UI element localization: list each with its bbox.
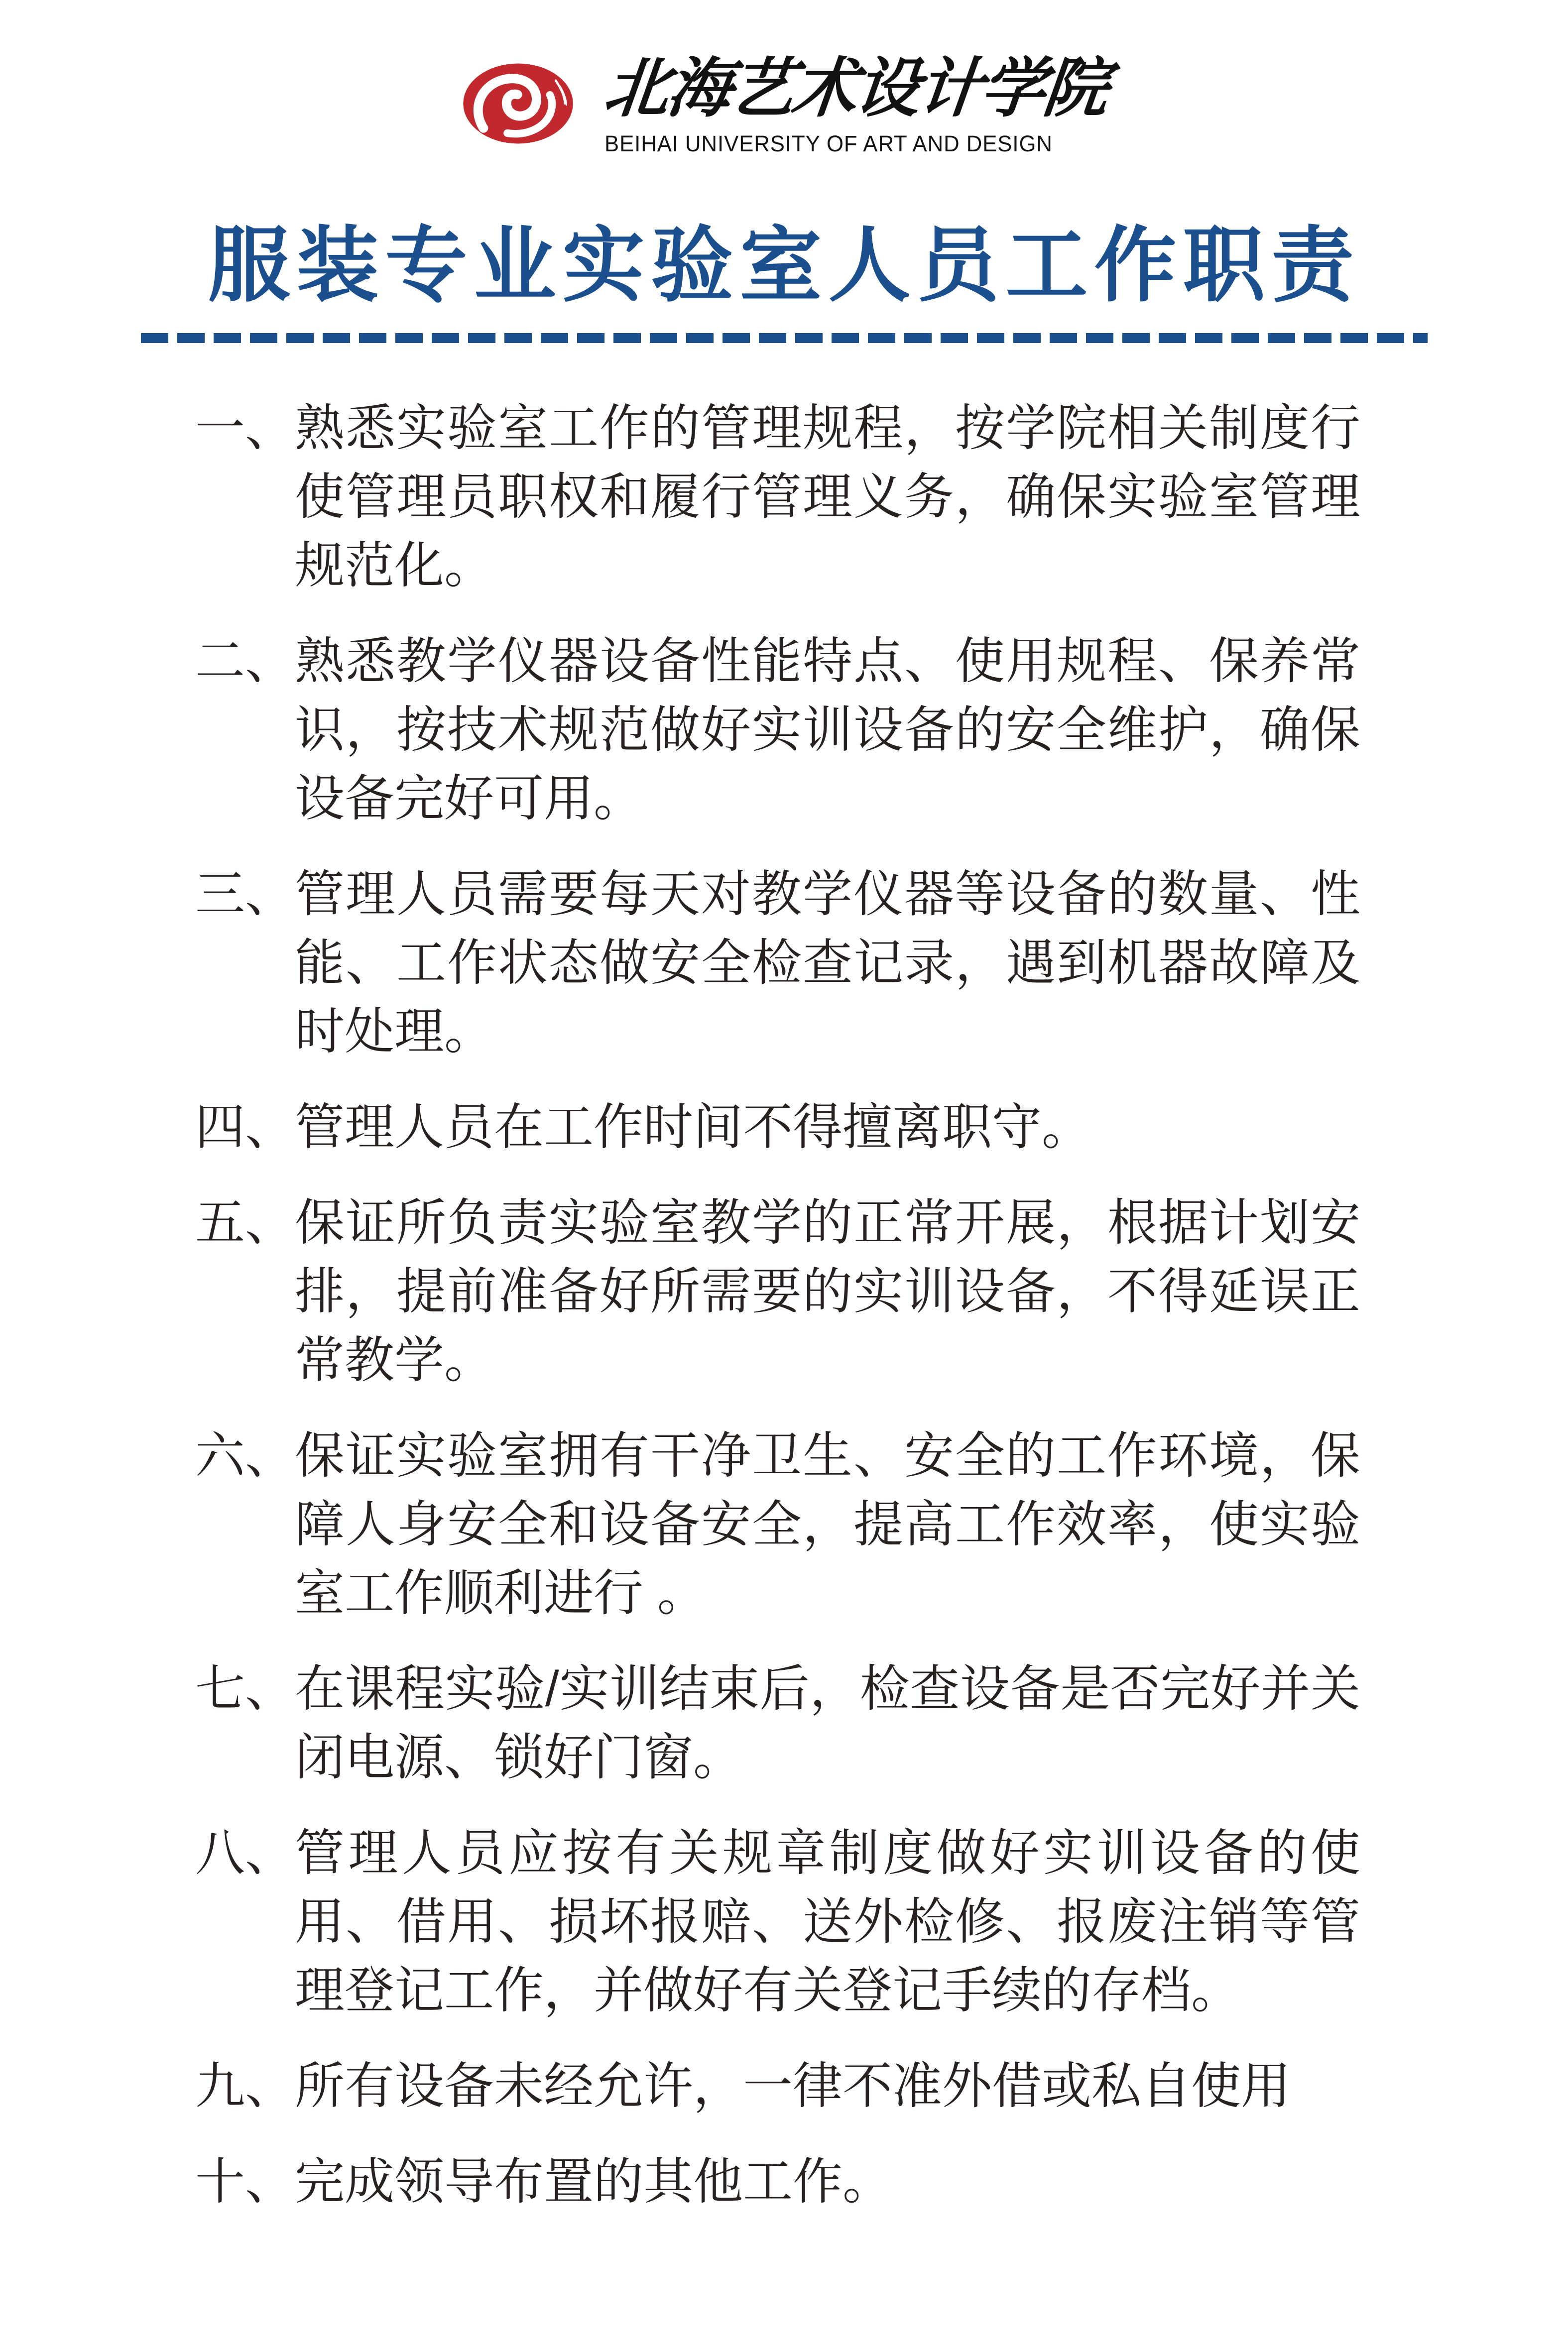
duty-item: [195, 2147, 1568, 2216]
item-text: 所有设备未经允许，一律不准外借或私自使用: [295, 2058, 1291, 2115]
item-text: 完成领导布置的其他工作。: [295, 2154, 892, 2210]
duty-item: [195, 1654, 1568, 1792]
duty-item: [195, 394, 1568, 600]
duty-item: [195, 1819, 1568, 2025]
item-number: 八、: [195, 1825, 295, 1882]
university-name-calligraphy: 北海艺术设计学院: [601, 50, 1111, 126]
item-text: 管理人员需要每天对教学仪器等设备的数量、性能、工作状态做安全检查记录，遇到机器故障及时处理。: [295, 866, 1360, 1060]
item-text: 管理人员在工作时间不得擅离职守。: [295, 1099, 1091, 1156]
item-number: 九、: [195, 2058, 295, 2115]
title-divider-dashed-line: [141, 333, 1428, 343]
duties-list: [0, 394, 1568, 2216]
item-number: 七、: [195, 1661, 295, 1717]
duty-item: [195, 860, 1568, 1066]
university-name-block: [601, 48, 1111, 157]
page-title: 服装专业实验室人员工作职责: [208, 219, 1360, 311]
item-number: 二、: [195, 633, 295, 690]
item-number: 六、: [195, 1428, 295, 1484]
university-logo: [0, 0, 1568, 157]
duty-item: [195, 2052, 1568, 2120]
item-text: 保证所负责实验室教学的正常开展，根据计划安排，提前准备好所需要的实训设备，不得延误正常教学。: [295, 1195, 1360, 1389]
item-number: 十、: [195, 2154, 295, 2210]
item-number: 三、: [195, 866, 295, 923]
duty-item: [195, 627, 1568, 833]
university-name-english: BEIHAI UNIVERSITY OF ART AND DESIGN: [604, 130, 1053, 156]
item-text: 熟悉实验室工作的管理规程，按学院相关制度行使管理员职权和履行管理义务，确保实验室管理规范化。: [295, 400, 1360, 594]
item-text: 熟悉教学仪器设备性能特点、使用规程、保养常识，按技术规范做好实训设备的安全维护，确保设备完好可用。: [295, 633, 1360, 827]
duty-item: [195, 1421, 1568, 1628]
item-text: 在课程实验/实训结束后，检查设备是否完好并关闭电源、锁好门窗。: [295, 1661, 1360, 1786]
item-number: 五、: [195, 1195, 295, 1251]
item-number: 四、: [195, 1099, 295, 1156]
duty-item: [195, 1093, 1568, 1162]
university-swirl-icon: [461, 52, 577, 155]
item-number: 一、: [195, 400, 295, 457]
duty-item: [195, 1188, 1568, 1395]
item-text: 管理人员应按有关规章制度做好实训设备的使用、借用、损坏报赔、送外检修、报废注销等管理登记工作，并做好有关登记手续的存档。: [295, 1825, 1360, 2019]
item-text: 保证实验室拥有干净卫生、安全的工作环境，保障人身安全和设备安全，提高工作效率，使实验室工作顺利进行 。: [295, 1428, 1360, 1622]
